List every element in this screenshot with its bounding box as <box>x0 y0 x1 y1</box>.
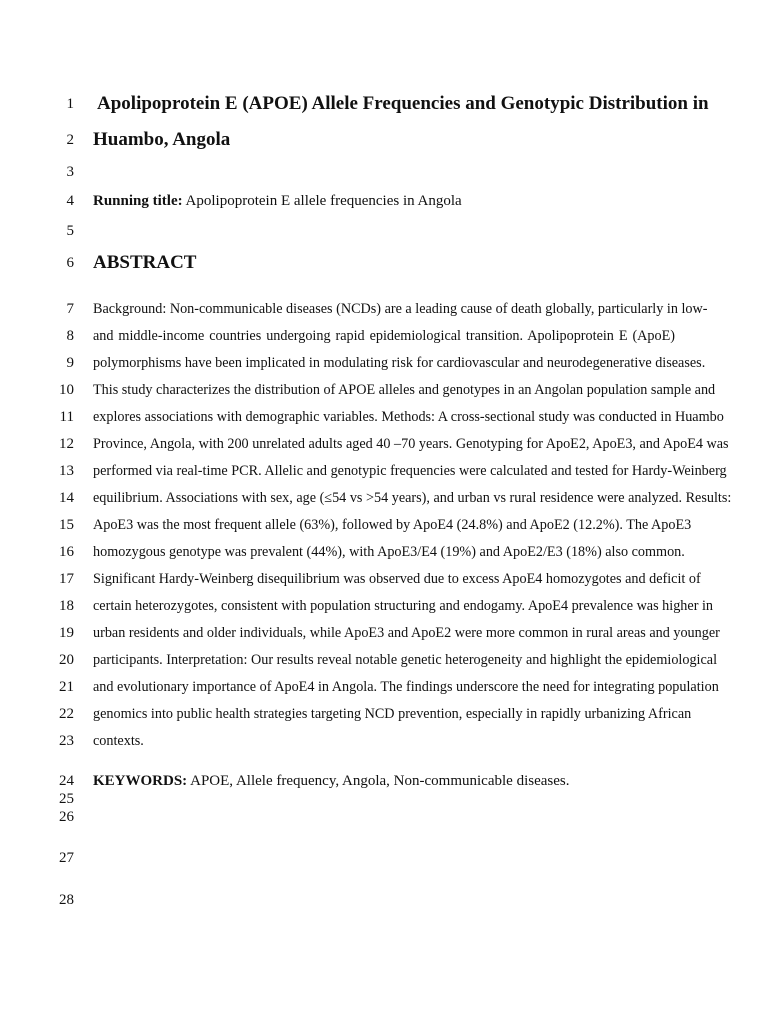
line-number: 5 <box>66 223 74 239</box>
line-number: 27 <box>59 850 74 866</box>
line-number: 3 <box>66 164 74 180</box>
line-number: 12 <box>59 436 74 452</box>
abstract-line: Province, Angola, with 200 unrelated adults aged 40 –70 years. Genotyping for ApoE2, ApoE3, and ApoE4 was <box>93 436 729 452</box>
line-number: 4 <box>66 193 74 209</box>
line-number: 28 <box>59 892 74 908</box>
paper-title-line-1: Apolipoprotein E (APOE) Allele Frequencies and Genotypic Distribution in <box>97 93 709 114</box>
line-number: 19 <box>59 625 74 641</box>
line-number: 16 <box>59 544 74 560</box>
keywords-label: KEYWORDS: <box>93 773 188 789</box>
line-number: 1 <box>66 96 74 112</box>
abstract-line: explores associations with demographic variables. Methods: A cross-sectional study was conducted in Huambo <box>93 409 724 425</box>
running-title-text: Apolipoprotein E allele frequencies in Angola <box>185 193 462 209</box>
line-number: 8 <box>66 328 74 344</box>
line-number: 2 <box>66 132 74 148</box>
abstract-line: participants. Interpretation: Our results reveal notable genetic heterogeneity and highlight the epidemiological <box>93 652 718 668</box>
abstract-line: and middle-income countries undergoing rapid epidemiological transition. Apolipoprotein E (ApoE) <box>93 328 675 344</box>
abstract-line: and evolutionary importance of ApoE4 in Angola. The findings underscore the need for integrating population <box>93 679 719 695</box>
abstract-line: homozygous genotype was prevalent (44%), with ApoE3/E4 (19%) and ApoE2/E3 (18%) also common. <box>93 544 685 560</box>
running-title-label: Running title: <box>93 193 183 209</box>
abstract-line: This study characterizes the distribution of APOE alleles and genotypes in an Angolan population sample and <box>93 382 716 398</box>
abstract-line: performed via real-time PCR. Allelic and genotypic frequencies were calculated and tested for Hardy-Weinberg <box>93 463 727 479</box>
keywords <box>93 772 675 790</box>
abstract-line: Background: Non-communicable diseases (NCDs) are a leading cause of death globally, particularly in low- <box>93 301 708 317</box>
abstract-line: urban residents and older individuals, while ApoE3 and ApoE2 were more common in rural areas and younger <box>93 625 720 641</box>
line-number: 25 <box>59 791 74 807</box>
line-number: 22 <box>59 706 74 722</box>
running-title <box>93 192 675 210</box>
line-number: 14 <box>59 490 74 506</box>
abstract-line: equilibrium. Associations with sex, age (≤54 vs >54 years), and urban vs rural residence were analyzed. Results: <box>93 490 732 506</box>
line-number: 13 <box>59 463 74 479</box>
line-number: 9 <box>66 355 74 371</box>
line-number: 20 <box>59 652 74 668</box>
paper-title-line-2: Huambo, Angola <box>93 129 231 150</box>
abstract-line: ApoE3 was the most frequent allele (63%), followed by ApoE4 (24.8%) and ApoE2 (12.2%). The ApoE3 <box>93 517 692 533</box>
line-number: 15 <box>59 517 74 533</box>
line-number: 18 <box>59 598 74 614</box>
line-number: 11 <box>59 409 74 425</box>
abstract-heading: ABSTRACT <box>93 252 197 273</box>
abstract-line: contexts. <box>93 733 144 749</box>
line-number: 21 <box>59 679 74 695</box>
abstract-line: Significant Hardy-Weinberg disequilibrium was observed due to excess ApoE4 homozygotes and deficit of <box>93 571 701 587</box>
line-number: 17 <box>59 571 74 587</box>
line-number: 7 <box>66 301 74 317</box>
line-number: 6 <box>66 255 74 271</box>
keywords-text: APOE, Allele frequency, Angola, Non-communicable diseases. <box>190 773 570 789</box>
line-number: 23 <box>59 733 74 749</box>
line-number: 24 <box>59 773 74 789</box>
line-number: 26 <box>59 809 74 825</box>
abstract-line: genomics into public health strategies targeting NCD prevention, especially in rapidly urbanizing African <box>93 706 692 722</box>
abstract-line: certain heterozygotes, consistent with population structuring and endogamy. ApoE4 prevalence was higher in <box>93 598 714 614</box>
line-number: 10 <box>59 382 74 398</box>
abstract-line: polymorphisms have been implicated in modulating risk for cardiovascular and neurodegenerative diseases. <box>93 355 706 371</box>
